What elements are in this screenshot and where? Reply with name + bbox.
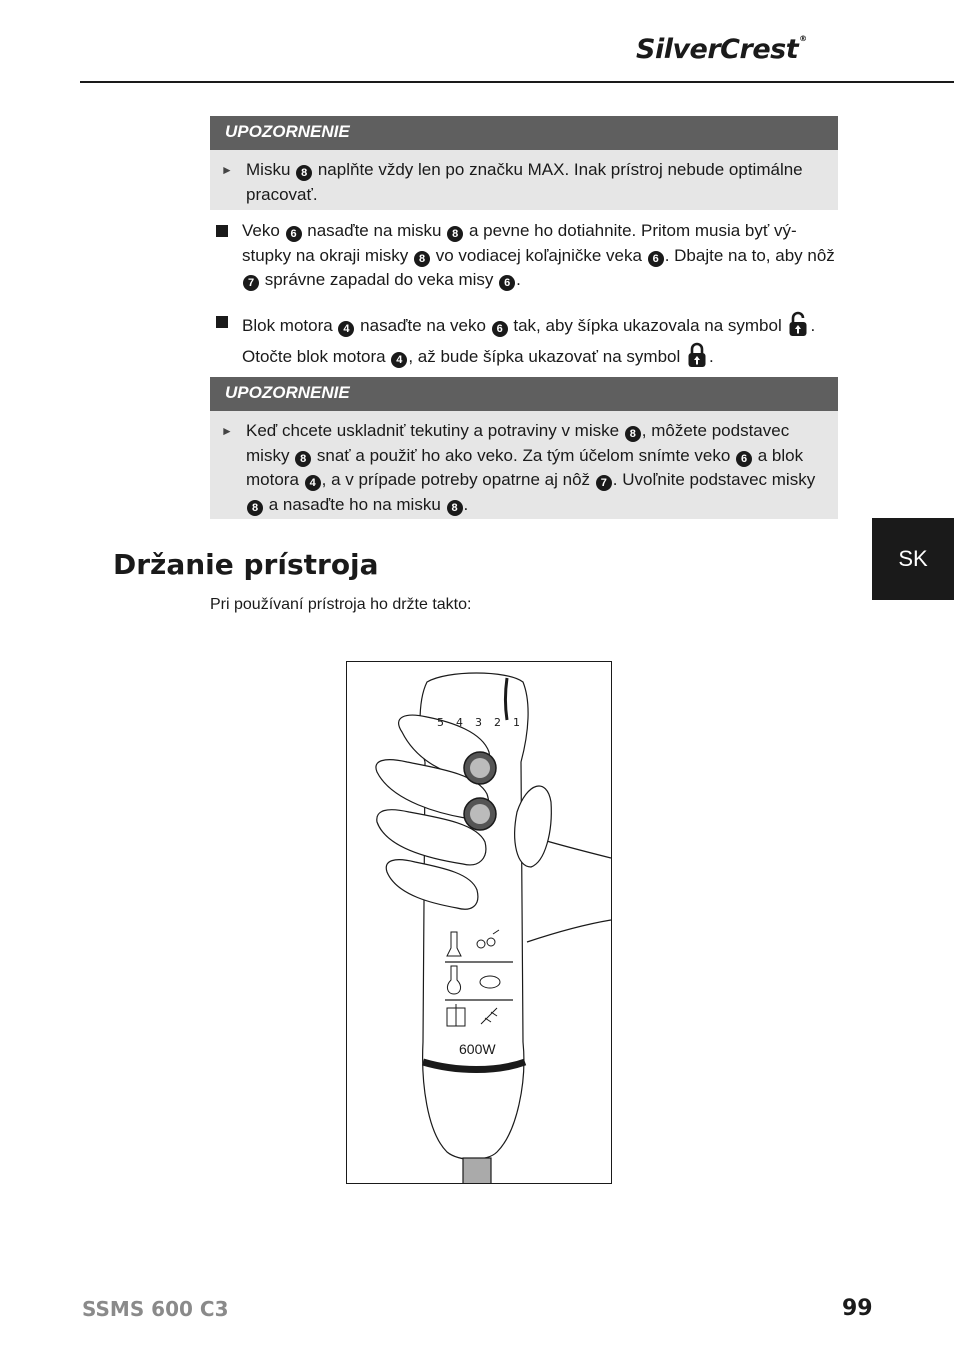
power-rating-label: 600W (459, 1041, 496, 1057)
bullet-text: . (708, 347, 714, 366)
note-body-2 (210, 411, 838, 519)
part-number-badge: 6 (736, 451, 752, 467)
instruction-bullet-2 (242, 310, 838, 372)
bullet-text: Otočte blok motora (242, 347, 391, 366)
note-text: Misku (246, 160, 296, 179)
note-text: a blok motora (246, 445, 804, 489)
part-number-badge: 8 (295, 451, 311, 467)
part-number-badge: 7 (243, 275, 259, 291)
bullet-text: . (810, 316, 816, 335)
page-number: 99 (842, 1296, 873, 1321)
hand-blender-illustration (346, 661, 612, 1184)
header-rule (80, 81, 954, 83)
speed-label: 5 (437, 716, 444, 729)
part-number-badge: 8 (414, 251, 430, 267)
bullet-text: správne zapadal do veka misy (260, 270, 499, 289)
part-number-badge: 8 (296, 165, 312, 181)
section-intro: Pri používaní prístroja ho držte takto: (210, 596, 472, 613)
footer-model: SSMS 600 C3 (82, 1297, 229, 1321)
bullet-text: nasaďte na misku (302, 221, 447, 240)
bullet-text: . Dbajte na to, aby nôž (664, 245, 835, 265)
square-bullet-icon (216, 225, 228, 237)
bullet-text: vo vodiacej koľajničke veka (431, 245, 647, 265)
triangle-bullet-icon: ► (221, 424, 233, 438)
brand-name: SilverCrest (636, 34, 799, 65)
note-heading-2: UPOZORNENIE (210, 377, 838, 411)
note-text: Keď chcete uskladniť tekutiny a potraviny v miske (246, 421, 624, 440)
note-text: a nasaďte ho na misku (264, 494, 446, 514)
speed-label: 2 (494, 716, 501, 729)
speed-label: 3 (475, 716, 482, 729)
bullet-text: nasaďte na veko (355, 316, 491, 335)
hand-blender-drawing (347, 662, 611, 1183)
speed-label: 1 (513, 716, 520, 729)
silvercrest-logo (636, 34, 807, 65)
bullet-text: , až bude šípka ukazovať na symbol (408, 347, 685, 366)
instruction-bullet-1 (242, 219, 838, 293)
bullet-text: Veko (242, 221, 285, 240)
square-bullet-icon (216, 316, 228, 328)
triangle-bullet-icon: ► (221, 163, 233, 177)
note-heading-1: UPOZORNENIE (210, 116, 838, 150)
note-body-1 (210, 150, 838, 210)
part-number-badge: 8 (625, 426, 641, 442)
bullet-text: . (516, 270, 521, 289)
part-number-badge: 6 (648, 251, 664, 267)
part-number-badge: 4 (305, 475, 321, 491)
note-text: snať a použiť ho ako veko. Za tým účelom snímte veko (312, 445, 736, 465)
unlocked-padlock-icon (787, 311, 809, 337)
locked-padlock-icon (686, 342, 708, 368)
part-number-badge: 8 (247, 500, 263, 516)
part-number-badge: 8 (447, 226, 463, 242)
bullet-text: tak, aby šípka ukazovala na symbol (508, 316, 787, 335)
language-tab (872, 518, 954, 600)
note-text: . (463, 494, 469, 514)
note-text: . Uvoľnite podstavec misky (612, 470, 816, 489)
bullet-text: Blok motora (242, 316, 338, 335)
note-text: , a v prípade potreby opatrne aj nôž (321, 470, 595, 489)
part-number-badge: 6 (499, 275, 515, 291)
part-number-badge: 8 (447, 500, 463, 516)
note-text: , môžete podstavec misky (246, 421, 790, 465)
section-title: Držanie prístroja (113, 548, 379, 581)
language-tab-label: SK (898, 546, 928, 571)
bullet-text: a pevne ho dotiahnite. Pritom musia byť vý-stupky na okraji misky (242, 221, 797, 265)
part-number-badge: 6 (492, 321, 508, 337)
part-number-badge: 7 (596, 475, 612, 491)
speed-label: 4 (456, 716, 463, 729)
part-number-badge: 4 (391, 352, 407, 368)
part-number-badge: 6 (286, 226, 302, 242)
registered-mark: ® (799, 34, 807, 43)
part-number-badge: 4 (338, 321, 354, 337)
note-text: naplňte vždy len po značku MAX. Inak prístroj nebude optimálne pracovať. (246, 160, 803, 204)
